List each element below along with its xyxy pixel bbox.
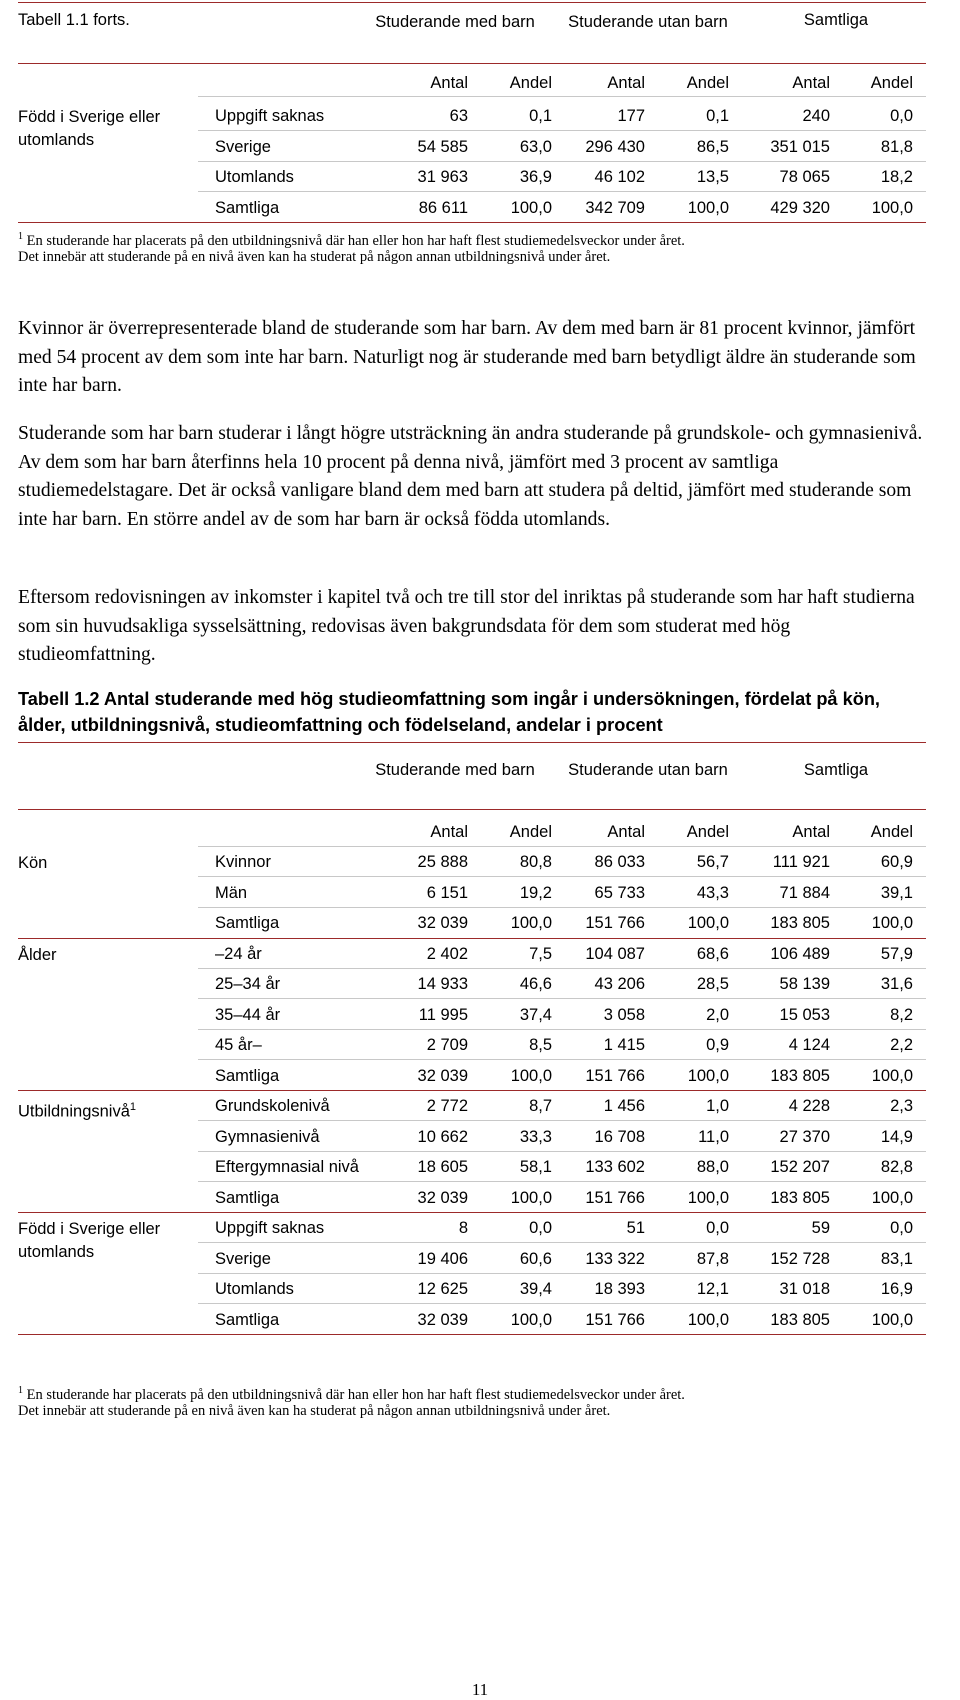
row-label: 45 år– [215, 1036, 262, 1054]
row-divider [198, 907, 926, 908]
table-cell: 100,0 [871, 1188, 913, 1207]
table-cell: 86 033 [594, 853, 645, 871]
table-cell: 100,0 [871, 1066, 913, 1085]
table-cell: 100,0 [510, 1310, 552, 1329]
table-cell: 4 228 [788, 1097, 830, 1115]
table-cell: 71 884 [779, 883, 830, 902]
table-cell: 0,1 [706, 107, 729, 125]
table-cell: 36,9 [519, 168, 552, 186]
table-cell: 183 805 [770, 1188, 830, 1207]
table-cell: 296 430 [585, 137, 645, 156]
table-cell: 18 605 [417, 1158, 468, 1176]
table-cell: 8,2 [890, 1005, 913, 1024]
table-cell: 152 207 [770, 1158, 830, 1176]
table-cell: 32 039 [417, 1188, 468, 1207]
group-header-with-children: Studerande med barn [375, 761, 535, 779]
footnote-mark: 1 [18, 231, 23, 242]
table-cell: 60,9 [880, 853, 913, 871]
header-rule [18, 809, 926, 810]
table-cell: 0,0 [706, 1219, 729, 1237]
table-cell: 100,0 [510, 914, 552, 932]
row-divider [198, 876, 926, 877]
footnote-text-1: En studerande har placerats på den utbildningsnivå där han eller hon har haft flest studiemedelsveckor under året. [26, 1386, 685, 1403]
group-header-with-children: Studerande med barn [375, 13, 535, 31]
row-label: Gymnasienivå [215, 1127, 320, 1146]
table-cell: 4 124 [788, 1036, 830, 1054]
table-cell: 32 039 [417, 1310, 468, 1329]
paragraph-2-text: Studerande som har barn studerar i långt högre utsträckning än andra studerande på grundskole- och gymnasienivå. Av dem som har barn återfinns hela 10 procent på denna nivå, jämfört med 3 procent av samtliga studiemedelstagare. Det är också vanligare bland dem med barn att studera på deltid, jämfört med studerande som inte har barn. En större andel av de som har barn är också födda utomlands. [18, 423, 923, 530]
table-cell: 63,0 [519, 137, 552, 156]
table-cell: 14 933 [417, 975, 468, 993]
table-cell: 100,0 [687, 1188, 729, 1207]
table-cell: 2,0 [706, 1005, 729, 1024]
table-cell: 87,8 [696, 1249, 729, 1268]
group-header-without-children: Studerande utan barn [568, 13, 728, 31]
paragraph-3-text: Eftersom redovisningen av inkomster i kapitel två och tre till stor del inriktas på studerande som har haft studierna som sin huvudsakliga sysselsättning, redovisas även bakgrundsdata för dem som studerat med hög studieomfattning. [18, 587, 915, 665]
table-cell: 2 402 [426, 944, 468, 963]
table-cell: 3 058 [603, 1005, 645, 1024]
row-label: 35–44 år [215, 1005, 281, 1024]
table-cell: 100,0 [687, 1310, 729, 1329]
column-header: Antal [792, 823, 830, 841]
row-label: Samtliga [215, 1066, 280, 1085]
row-divider [198, 1303, 926, 1304]
table-cell: 1 415 [603, 1036, 645, 1054]
paragraph-2 [18, 420, 928, 534]
table-cell: 152 728 [770, 1249, 830, 1268]
table-cell: 14,9 [880, 1127, 913, 1146]
table-cell: 12 625 [417, 1280, 468, 1298]
row-divider [198, 161, 926, 162]
section-rule [18, 1334, 926, 1335]
table-cell: 18 393 [594, 1280, 645, 1298]
table-cell: 86,5 [696, 137, 729, 156]
table-cell: 133 602 [585, 1158, 645, 1176]
table-cell: 19 406 [417, 1249, 468, 1268]
table-cell: 39,1 [880, 883, 913, 902]
row-divider [198, 1242, 926, 1243]
table-cell: 19,2 [519, 883, 552, 902]
table-1-2 [18, 742, 926, 1432]
table-cell: 8 [458, 1219, 468, 1237]
row-divider [198, 1151, 926, 1152]
row-label: Utomlands [215, 168, 294, 186]
table-cell: 31 018 [779, 1280, 830, 1298]
column-header: Andel [686, 74, 729, 92]
table-cell: 31 963 [417, 168, 468, 186]
column-header: Andel [509, 823, 552, 841]
table-cell: 0,9 [706, 1036, 729, 1054]
table-cell: 43,3 [696, 883, 729, 902]
column-header: Antal [607, 823, 645, 841]
table-cell: 59 [811, 1219, 830, 1237]
paragraph-1-text: Kvinnor är överrepresenterade bland de studerande som har barn. Av dem med barn är 81 procent kvinnor, jämfört med 54 procent av dem som inte har barn. Naturligt nog är studerande med barn betydligt äldre än studerande som inte har barn. [18, 318, 916, 396]
section-rule [18, 222, 926, 223]
section-category [18, 1218, 193, 1264]
section-category [18, 852, 193, 875]
footnote-line-2: Det innebär att studerande på en nivå även kan ha studerat på någon annan utbildningsnivå under året. [18, 1403, 611, 1419]
footnote-mark: 1 [18, 1385, 23, 1396]
column-header: Andel [870, 823, 913, 841]
table-cell: 57,9 [880, 944, 913, 963]
table-cell: 429 320 [770, 198, 830, 217]
caption-rule [18, 742, 926, 743]
row-label: Uppgift saknas [215, 1219, 325, 1237]
column-header: Antal [607, 74, 645, 92]
row-label: Utomlands [215, 1280, 294, 1298]
table-1-1 [18, 0, 926, 265]
footnote-line-1 [18, 1382, 685, 1404]
table-cell: 100,0 [687, 914, 729, 932]
table-cell: 15 053 [779, 1005, 830, 1024]
table-cell: 183 805 [770, 914, 830, 932]
table-cell: 151 766 [585, 1310, 645, 1329]
table-cell: 7,5 [529, 944, 552, 963]
table-cell: 10 662 [417, 1127, 468, 1146]
table-cell: 1 456 [603, 1097, 645, 1115]
table-cell: 100,0 [687, 198, 729, 217]
table-1-2-caption: Tabell 1.2 Antal studerande med hög studieomfattning som ingår i undersökningen, fördelat på kön, ålder, utbildningsnivå, studieomfattning och födelseland, andelar i procent [18, 689, 880, 735]
table-cell: 177 [617, 107, 645, 125]
table-cell: 18,2 [880, 168, 913, 186]
row-divider [198, 1029, 926, 1030]
footnote-text-1: En studerande har placerats på den utbildningsnivå där han eller hon har haft flest studiemedelsveckor under året. [26, 232, 685, 249]
table-cell: 31,6 [880, 975, 913, 993]
row-label: Eftergymnasial nivå [215, 1158, 359, 1176]
table-cell: 100,0 [687, 1066, 729, 1085]
table-cell: 56,7 [696, 853, 729, 871]
table-cell: 0,0 [890, 1219, 913, 1237]
table-cell: 133 322 [585, 1249, 645, 1268]
table-cell: 351 015 [770, 137, 830, 156]
footnote-line-2: Det innebär att studerande på en nivå även kan ha studerat på någon annan utbildningsnivå under året. [18, 249, 611, 265]
table-cell: 68,6 [696, 944, 729, 963]
table-cell: 342 709 [585, 198, 645, 217]
table-cell: 100,0 [871, 914, 913, 932]
section-rule [18, 1212, 926, 1213]
table-cell: 104 087 [585, 944, 645, 963]
row-divider [198, 1181, 926, 1182]
column-header: Antal [430, 74, 468, 92]
table-cell: 100,0 [510, 1066, 552, 1085]
table-cell: 54 585 [417, 137, 468, 156]
table-cell: 1,0 [706, 1097, 729, 1115]
table-cell: 8,7 [529, 1097, 552, 1115]
table-cell: 51 [626, 1219, 645, 1237]
table-cell: 151 766 [585, 1066, 645, 1085]
table-cell: 2,2 [890, 1036, 913, 1054]
table-cell: 106 489 [770, 944, 830, 963]
table-cell: 11 995 [418, 1005, 468, 1024]
table-cell: 58 139 [779, 975, 830, 993]
column-header: Andel [509, 74, 552, 92]
row-label: Samtliga [215, 1188, 280, 1207]
table-cell: 0,1 [529, 107, 552, 125]
row-label: Grundskolenivå [215, 1097, 330, 1115]
table-cell: 63 [449, 107, 468, 125]
section-category-label: Kön [18, 854, 48, 872]
table-cell: 0,0 [890, 107, 913, 125]
group-header-without-children: Studerande utan barn [568, 761, 728, 779]
table-title: Tabell 1.1 forts. [18, 11, 130, 29]
table-cell: 39,4 [519, 1280, 552, 1298]
table-cell: 58,1 [519, 1158, 552, 1176]
table-cell: 16 708 [594, 1127, 645, 1146]
column-header: Andel [870, 74, 913, 92]
table-cell: 12,1 [696, 1280, 729, 1298]
page-number: 11 [471, 1680, 489, 1699]
table-cell: 13,5 [696, 168, 729, 186]
table-cell: 151 766 [585, 914, 645, 932]
table-cell: 16,9 [880, 1280, 913, 1298]
table-cell: 43 206 [594, 975, 645, 993]
table-cell: 11,0 [698, 1127, 729, 1146]
table-cell: 6 151 [426, 883, 468, 902]
paragraph-1 [18, 315, 928, 401]
column-header: Antal [430, 823, 468, 841]
table-cell: 82,8 [880, 1158, 913, 1176]
row-divider [198, 191, 926, 192]
table-cell: 83,1 [880, 1249, 913, 1268]
section-category-label: Ålder [18, 945, 57, 964]
table-cell: 183 805 [770, 1310, 830, 1329]
row-label: Samtliga [215, 914, 280, 932]
table-cell: 88,0 [696, 1158, 729, 1176]
table-cell: 2 772 [426, 1097, 468, 1115]
row-divider [198, 96, 926, 97]
table-cell: 33,3 [519, 1127, 552, 1146]
row-divider [198, 998, 926, 999]
table-cell: 2,3 [890, 1097, 913, 1115]
table-cell: 32 039 [417, 1066, 468, 1085]
row-label: 25–34 år [215, 975, 281, 993]
section-category-label: Född i Sverige eller utomlands [18, 1220, 161, 1261]
row-label: Kvinnor [215, 853, 271, 871]
row-divider [198, 1273, 926, 1274]
table-cell: 46,6 [519, 975, 552, 993]
row-label: Sverige [215, 1249, 271, 1268]
column-header: Andel [686, 823, 729, 841]
table-cell: 2 709 [426, 1036, 468, 1054]
header-rule [18, 63, 926, 64]
table-cell: 100,0 [871, 198, 913, 217]
table-cell: 151 766 [585, 1188, 645, 1207]
table-cell: 240 [802, 107, 830, 125]
row-divider [198, 1120, 926, 1121]
table-cell: 32 039 [417, 914, 468, 932]
section-category [18, 944, 193, 967]
row-divider [198, 846, 926, 847]
table-cell: 78 065 [779, 168, 830, 186]
row-category: Född i Sverige eller utomlands [18, 108, 161, 149]
table-cell: 86 611 [418, 198, 468, 217]
section-category [18, 1096, 193, 1124]
section-category-label: Utbildningsnivå [18, 1102, 130, 1121]
table-cell: 81,8 [880, 137, 913, 156]
table-cell: 111 921 [772, 853, 830, 871]
footnote-mark: 1 [129, 1101, 137, 1113]
table-cell: 37,4 [519, 1005, 552, 1024]
section-rule [18, 1090, 926, 1091]
row-label: Sverige [215, 137, 271, 156]
table-cell: 60,6 [519, 1249, 552, 1268]
column-header: Antal [792, 74, 830, 92]
row-label: Uppgift saknas [215, 107, 325, 125]
row-divider [198, 1059, 926, 1060]
table-cell: 28,5 [696, 975, 729, 993]
row-label: –24 år [215, 944, 262, 963]
table-cell: 25 888 [417, 853, 468, 871]
table-cell: 46 102 [594, 168, 645, 186]
group-header-total: Samtliga [803, 11, 869, 29]
table-top-rule [18, 2, 926, 3]
table-cell: 100,0 [510, 1188, 552, 1207]
table-cell: 65 733 [594, 883, 645, 902]
table-cell: 27 370 [779, 1127, 830, 1146]
table-cell: 80,8 [519, 853, 552, 871]
table-cell: 8,5 [529, 1036, 552, 1054]
row-label: Samtliga [215, 1310, 280, 1329]
row-label: Män [215, 883, 248, 902]
table-cell: 100,0 [871, 1310, 913, 1329]
row-label: Samtliga [215, 198, 280, 217]
row-divider [198, 130, 926, 131]
table-cell: 100,0 [510, 198, 552, 217]
section-rule [18, 938, 926, 939]
row-divider [198, 968, 926, 969]
table-cell: 183 805 [770, 1066, 830, 1085]
group-header-total: Samtliga [803, 761, 869, 779]
table-cell: 0,0 [529, 1219, 552, 1237]
paragraph-3 [18, 584, 928, 670]
footnote-line-1 [18, 228, 685, 250]
